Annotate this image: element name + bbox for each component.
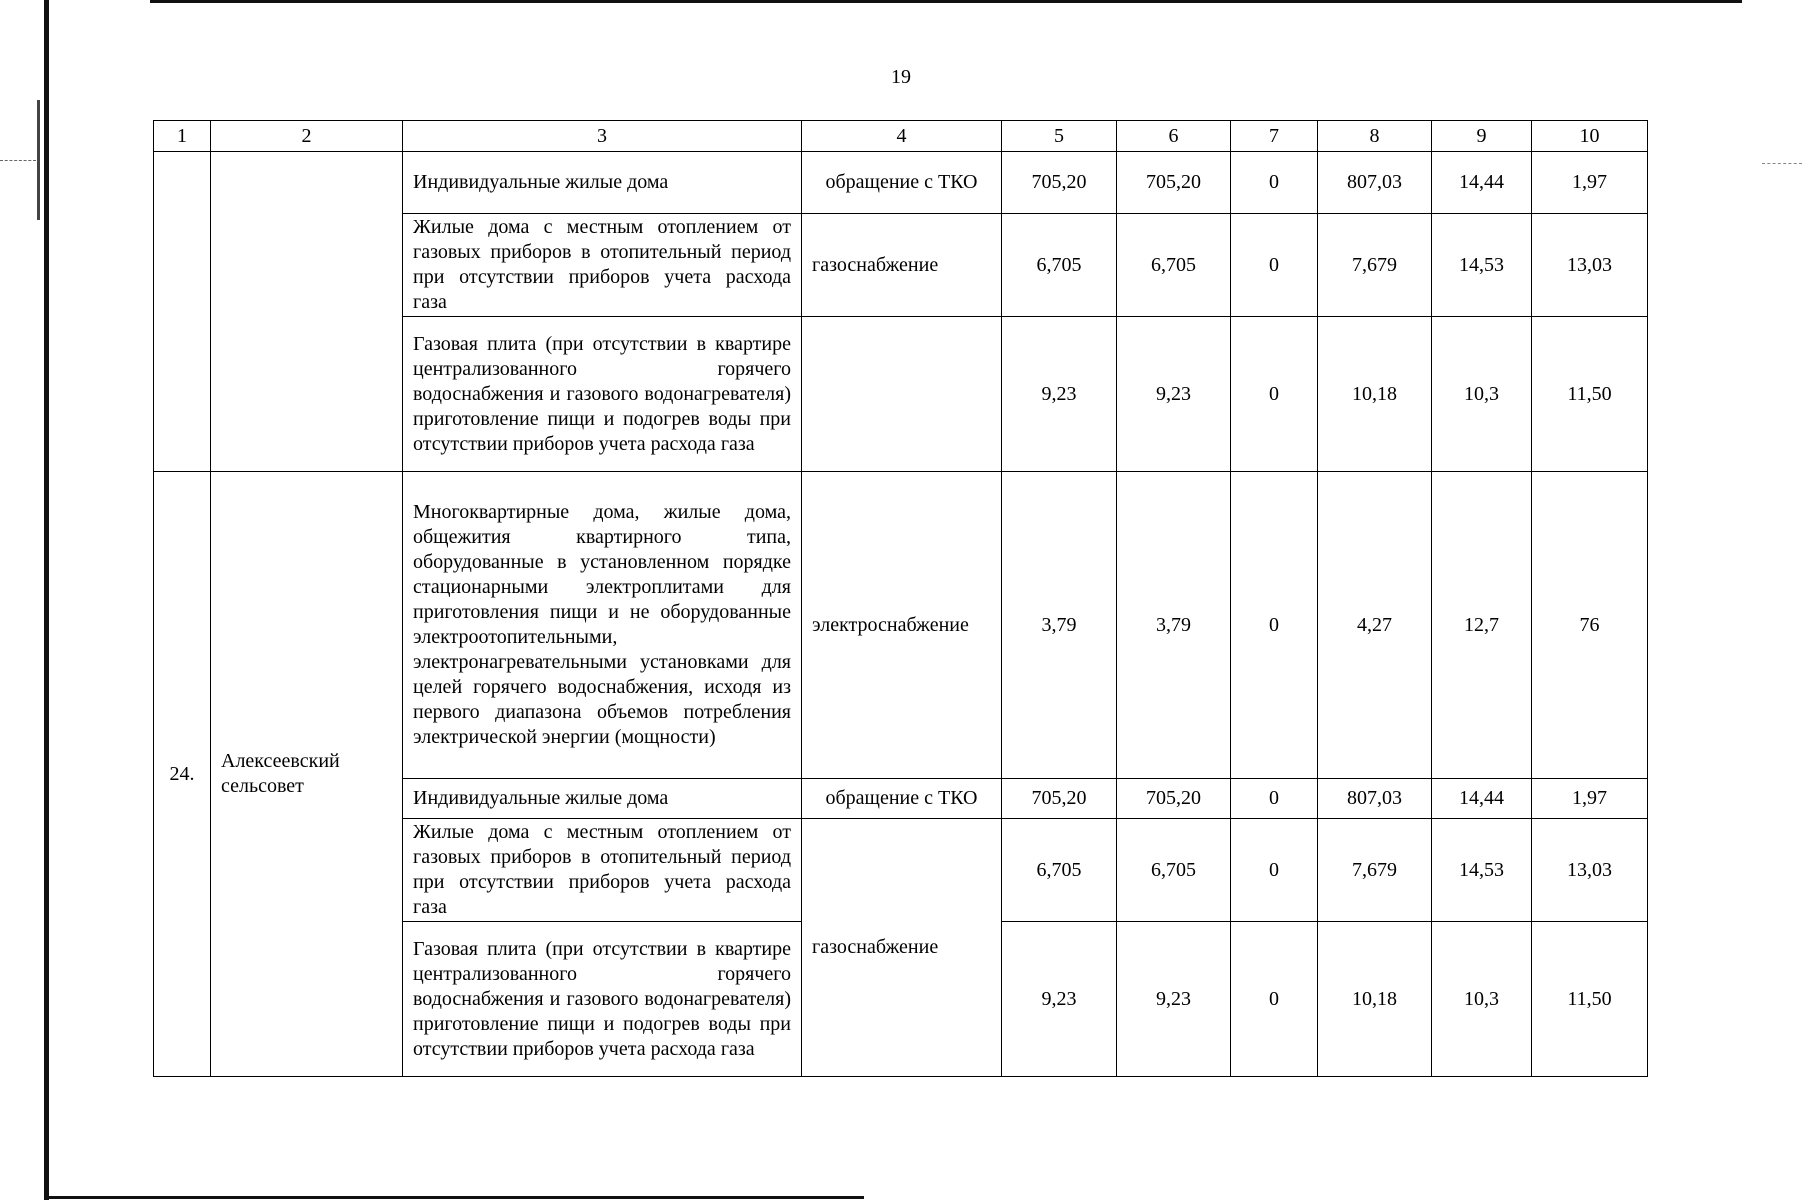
cell-number: 24. bbox=[154, 472, 211, 1077]
cell-description: Жилые дома с местным отоплением от газовых приборов в отопительный период при отсутствии приборов учета расхода газа bbox=[403, 214, 802, 317]
header-cell-10: 10 bbox=[1532, 121, 1648, 152]
cell-col6: 6,705 bbox=[1117, 214, 1231, 317]
header-cell-7: 7 bbox=[1231, 121, 1318, 152]
table-row bbox=[154, 152, 1648, 214]
cell-col7: 0 bbox=[1231, 819, 1318, 922]
cell-col10: 13,03 bbox=[1532, 214, 1648, 317]
cell-col5: 3,79 bbox=[1002, 472, 1117, 779]
cell-col8: 7,679 bbox=[1318, 819, 1432, 922]
cell-col6: 3,79 bbox=[1117, 472, 1231, 779]
cell-col9: 14,44 bbox=[1432, 152, 1532, 214]
header-cell-8: 8 bbox=[1318, 121, 1432, 152]
cell-col8: 10,18 bbox=[1318, 317, 1432, 472]
scan-edge-bottom bbox=[44, 1196, 864, 1199]
cell-col6: 705,20 bbox=[1117, 152, 1231, 214]
header-cell-4: 4 bbox=[802, 121, 1002, 152]
cell-description: Газовая плита (при отсутствии в квартире централизованного горячего водоснабжения и газового водонагревателя) приготовление пищи и подогрев воды при отсутствии приборов учета расхода газа bbox=[403, 317, 802, 472]
cell-description: Жилые дома с местным отоплением от газовых приборов в отопительный период при отсутствии приборов учета расхода газа bbox=[403, 819, 802, 922]
cell-col6: 9,23 bbox=[1117, 317, 1231, 472]
cell-service: обращение с ТКО bbox=[802, 152, 1002, 214]
cell-description: Многоквартирные дома, жилые дома, общежития квартирного типа, оборудованные в установленном порядке стационарными электроплитами для приготовления пищи и не оборудованные электроотопительными, электронагревательными установками для целей горячего водоснабжения, исходя из первого диапазона объемов потребления электрической энергии (мощности) bbox=[403, 472, 802, 779]
cell-municipality: Алексеевский сельсовет bbox=[211, 472, 403, 1077]
page-number: 19 bbox=[891, 66, 911, 88]
scan-artifact-left bbox=[37, 100, 40, 220]
cell-description: Индивидуальные жилые дома bbox=[403, 152, 802, 214]
cell-col10: 11,50 bbox=[1532, 317, 1648, 472]
cell-col6: 9,23 bbox=[1117, 922, 1231, 1077]
scan-edge-top bbox=[150, 0, 1742, 3]
cell-col7: 0 bbox=[1231, 779, 1318, 819]
cell-col7: 0 bbox=[1231, 152, 1318, 214]
cell-service: газоснабжение bbox=[802, 214, 1002, 317]
cell-col9: 12,7 bbox=[1432, 472, 1532, 779]
cell-col9: 14,53 bbox=[1432, 819, 1532, 922]
cell-col5: 6,705 bbox=[1002, 214, 1117, 317]
header-cell-5: 5 bbox=[1002, 121, 1117, 152]
cell-col6: 705,20 bbox=[1117, 779, 1231, 819]
cell-col10: 13,03 bbox=[1532, 819, 1648, 922]
cell-col9: 14,44 bbox=[1432, 779, 1532, 819]
scan-edge-left bbox=[44, 0, 49, 1200]
cell-col10: 1,97 bbox=[1532, 152, 1648, 214]
header-row bbox=[154, 121, 1648, 152]
cell-service: газоснабжение bbox=[802, 819, 1002, 1077]
cell-col8: 4,27 bbox=[1318, 472, 1432, 779]
cell-col8: 807,03 bbox=[1318, 152, 1432, 214]
cell-col10: 1,97 bbox=[1532, 779, 1648, 819]
cell-col9: 14,53 bbox=[1432, 214, 1532, 317]
cell-col8: 7,679 bbox=[1318, 214, 1432, 317]
scan-mark-right bbox=[1762, 163, 1802, 165]
cell-col9: 10,3 bbox=[1432, 922, 1532, 1077]
cell-service bbox=[802, 317, 1002, 472]
table-row bbox=[154, 472, 1648, 779]
cell-col7: 0 bbox=[1231, 214, 1318, 317]
cell-col5: 9,23 bbox=[1002, 922, 1117, 1077]
cell-col5: 705,20 bbox=[1002, 152, 1117, 214]
cell-col7: 0 bbox=[1231, 922, 1318, 1077]
cell-col8: 807,03 bbox=[1318, 779, 1432, 819]
cell-col7: 0 bbox=[1231, 317, 1318, 472]
cell-number-empty bbox=[154, 152, 211, 472]
cell-col8: 10,18 bbox=[1318, 922, 1432, 1077]
header-cell-6: 6 bbox=[1117, 121, 1231, 152]
cell-col6: 6,705 bbox=[1117, 819, 1231, 922]
cell-col10: 76 bbox=[1532, 472, 1648, 779]
header-cell-9: 9 bbox=[1432, 121, 1532, 152]
cell-col9: 10,3 bbox=[1432, 317, 1532, 472]
cell-service: обращение с ТКО bbox=[802, 779, 1002, 819]
cell-col10: 11,50 bbox=[1532, 922, 1648, 1077]
header-cell-2: 2 bbox=[211, 121, 403, 152]
cell-col5: 705,20 bbox=[1002, 779, 1117, 819]
cell-description: Газовая плита (при отсутствии в квартире централизованного горячего водоснабжения и газового водонагревателя) приготовление пищи и подогрев воды при отсутствии приборов учета расхода газа bbox=[403, 922, 802, 1077]
scan-mark-left bbox=[0, 160, 36, 162]
cell-col7: 0 bbox=[1231, 472, 1318, 779]
cell-col5: 6,705 bbox=[1002, 819, 1117, 922]
header-cell-3: 3 bbox=[403, 121, 802, 152]
cell-municipality-empty bbox=[211, 152, 403, 472]
cell-col5: 9,23 bbox=[1002, 317, 1117, 472]
cell-service: электроснабжение bbox=[802, 472, 1002, 779]
cell-description: Индивидуальные жилые дома bbox=[403, 779, 802, 819]
header-cell-1: 1 bbox=[154, 121, 211, 152]
tariff-table bbox=[153, 120, 1648, 1077]
